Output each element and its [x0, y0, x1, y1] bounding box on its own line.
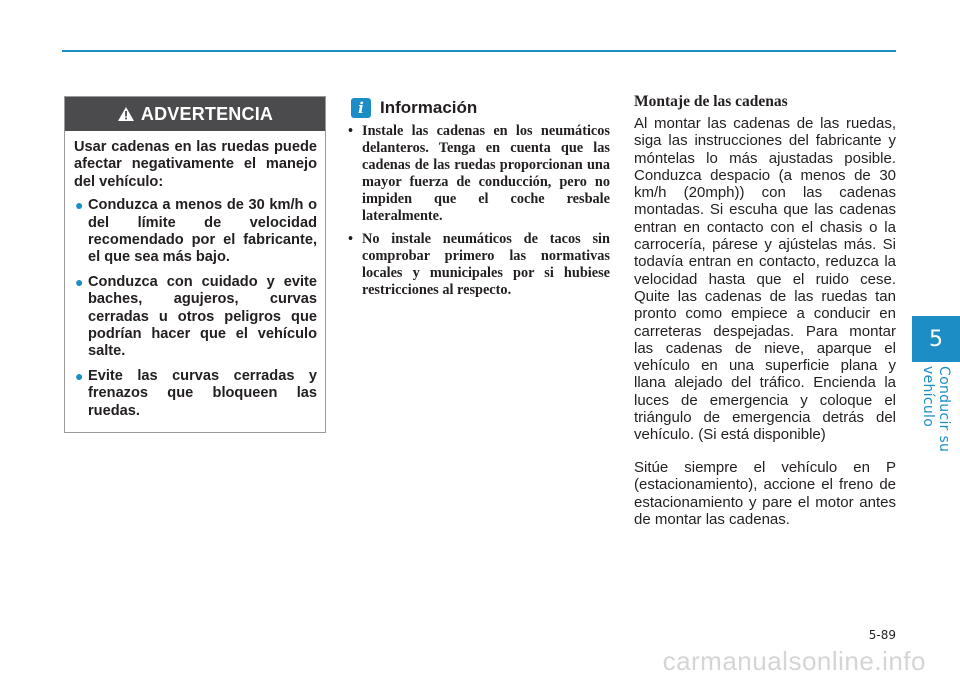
section-paragraph: Sitúe siempre el vehículo en P (estacionamiento), accione el freno de estacionamiento y pare el motor antes de montar las cadenas.: [634, 459, 896, 528]
warning-body: [65, 131, 325, 420]
information-item: [345, 231, 610, 299]
chapter-title: Conducir su vehículo: [920, 366, 952, 453]
information-list: [345, 123, 610, 305]
information-item: [345, 123, 610, 225]
warning-box: [64, 96, 326, 433]
bullet-dot-icon: ●: [75, 273, 84, 290]
information-title: Información: [380, 98, 478, 117]
page-number: 5-89: [868, 628, 896, 642]
section-heading: Montaje de las cadenas: [634, 93, 788, 110]
warning-item-text: Conduzca con cuidado y evite baches, agujeros, curvas cerradas u otros peligros que podrían hacer que el vehículo salte.: [88, 273, 317, 360]
chapter-number-tab: 5: [912, 316, 960, 362]
info-icon: i: [351, 98, 371, 118]
information-heading: [351, 96, 477, 120]
warning-triangle-icon: [117, 106, 135, 122]
bullet-icon: •: [348, 123, 354, 139]
warning-item: [74, 368, 317, 420]
watermark-text: carmanualsonline.info: [662, 646, 926, 676]
watermark: [0, 646, 960, 676]
bullet-icon: •: [348, 231, 354, 247]
warning-header: [65, 97, 325, 131]
warning-list: [74, 197, 317, 420]
header-rule: [62, 50, 896, 52]
section-paragraph: Al montar las cadenas de las ruedas, siga las instrucciones del fabricante y móntelas lo más ajustadas posible. Conduzca despacio (a menos de 30 km/h (20mph)) con las cadenas montadas. Si escuha que las cadenas entran en contacto con el chasis o la carrocería, párese y ajústelas más. Si todavía entran en contacto, reduzca la velocidad hasta que el ruido cese. Quite las cadenas de las ruedas tan pronto como empiece a conducir en carreteras despejadas. Para montar las cadenas de nieve, aparque el vehículo en una superficie plana y llana alejado del tráfico. Encienda la luces de emergencia y coloque el triángulo de emergencia detrás del vehículo. (Si está disponible): [634, 115, 896, 444]
bullet-dot-icon: ●: [75, 197, 84, 214]
information-item-text: No instale neumáticos de tacos sin comprobar primero las normativas locales y municipales por si hubiese restricciones al respecto.: [362, 231, 610, 298]
bullet-dot-icon: ●: [75, 367, 84, 384]
information-item-text: Instale las cadenas en los neumáticos delanteros. Tenga en cuenta que las cadenas de las ruedas proporcionan una mayor fuerza de conducción, pero no impiden que el coche resbale lateralmente.: [362, 123, 610, 224]
warning-item-text: Evite las curvas cerradas y frenazos que bloqueen las ruedas.: [88, 367, 317, 419]
warning-item: [74, 274, 317, 361]
warning-item: [74, 197, 317, 267]
warning-title: ADVERTENCIA: [140, 103, 274, 124]
warning-intro: Usar cadenas en las ruedas puede afectar negativamente el manejo del vehículo:: [74, 139, 317, 190]
warning-item-text: Conduzca a menos de 30 km/h o del límite de velocidad recomendado por el fabricante, el que sea más bajo.: [88, 197, 317, 266]
